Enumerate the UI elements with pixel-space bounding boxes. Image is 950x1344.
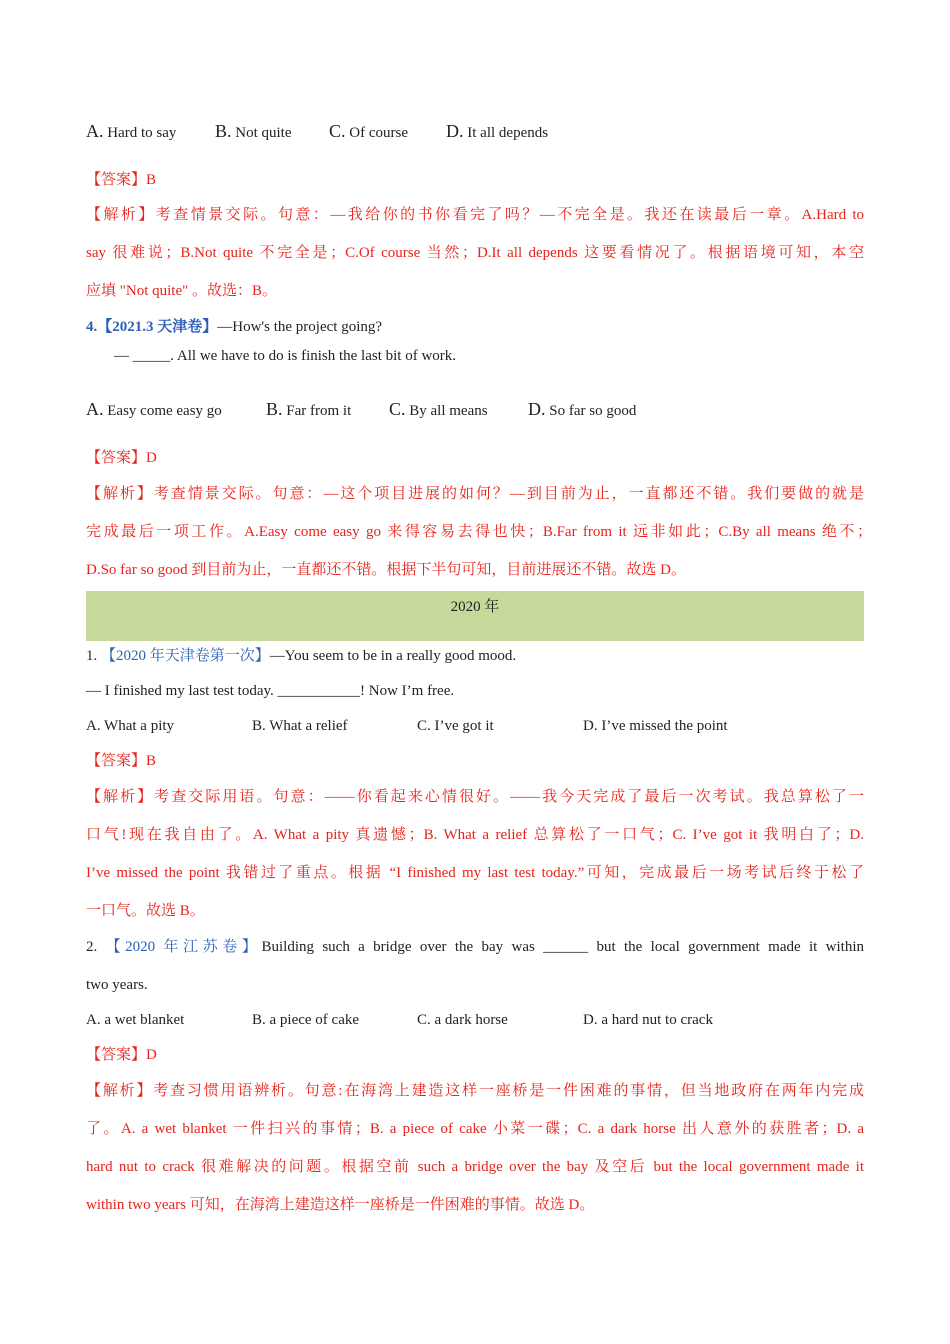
q4-option-d: D. So far so good xyxy=(528,399,637,419)
s1-analysis-line-2: 口气!现在我自由了。A. What a pity 真遗憾；B. What a relief 总算松了一口气；C. I’ve got it 我明白了；D. xyxy=(86,827,864,843)
q3-option-a: A. Hard to say xyxy=(86,121,177,141)
s1-option-c: C. I’ve got it xyxy=(417,718,494,734)
q4-source: 4.【2021.3 天津卷】 xyxy=(86,319,218,335)
s2-answer: 【答案】D xyxy=(86,1047,157,1063)
q4-analysis-line-1: 【解析】考查情景交际。句意：—这个项目进展的如何？—到目前为止，一直都还不错。我们要做的就是 xyxy=(86,486,864,502)
q4-option-b: B. Far from it xyxy=(266,399,352,419)
q4-line-2: — _____. All we have to do is finish the last bit of work. xyxy=(114,348,457,364)
s2-analysis-line-3: hard nut to crack 很难解决的问题。根据空前 such a bridge over the bay 及空后 but the local government made it xyxy=(86,1159,864,1175)
s1-option-d: D. I’ve missed the point xyxy=(583,718,728,734)
q4-option-a: A. Easy come easy go xyxy=(86,399,222,419)
q3-option-d: D. It all depends xyxy=(446,121,549,141)
s2-stem: 2. 【2020 年江苏卷】Building such a bridge over the bay was ______ but the local government made it within xyxy=(86,939,864,955)
s2-line-2: two years. xyxy=(86,977,148,993)
q4-stem: 4.【2021.3 天津卷】—How's the project going? xyxy=(86,319,383,335)
s2-option-d: D. a hard nut to crack xyxy=(583,1012,713,1028)
s2-analysis-line-4: within two years 可知，在海湾上建造这样一座桥是一件困难的事情。故选 D。 xyxy=(86,1197,595,1213)
q3-option-b: B. Not quite xyxy=(215,121,292,141)
s1-analysis-line-1: 【解析】考查交际用语。句意：——你看起来心情很好。——我今天完成了最后一次考试。我总算松了一 xyxy=(86,789,864,805)
s2-option-a: A. a wet blanket xyxy=(86,1012,185,1028)
s1-answer: 【答案】B xyxy=(86,753,157,769)
s1-source: 【2020 年天津卷第一次】 xyxy=(101,648,270,664)
s1-stem: 1. 【2020 年天津卷第一次】—You seem to be in a really good mood. xyxy=(86,648,517,664)
q3-option-c: C. Of course xyxy=(329,121,408,141)
s1-line-2: — I finished my last test today. ___________! Now I’m free. xyxy=(86,683,455,699)
q4-analysis-line-3: D.So far so good 到目前为止，一直都还不错。根据下半句可知，目前进展还不错。故选 D。 xyxy=(86,562,686,578)
q4-answer: 【答案】D xyxy=(86,450,157,466)
s2-analysis-line-1: 【解析】考查习惯用语辨析。句意:在海湾上建造这样一座桥是一件困难的事情，但当地政府在两年内完成 xyxy=(86,1083,864,1099)
q4-analysis-line-2: 完成最后一项工作。A.Easy come easy go 来得容易去得也快；B.Far from it 远非如此；C.By all means 绝不； xyxy=(86,524,872,540)
section-banner xyxy=(86,591,864,641)
s2-option-b: B. a piece of cake xyxy=(252,1012,360,1028)
s2-option-c: C. a dark horse xyxy=(417,1012,508,1028)
s1-option-b: B. What a relief xyxy=(252,718,348,734)
q3-answer: 【答案】B xyxy=(86,172,157,188)
s1-option-a: A. What a pity xyxy=(86,718,175,734)
s2-analysis-line-2: 了。A. a wet blanket 一件扫兴的事情；B. a piece of cake 小菜一碟；C. a dark horse 出人意外的获胜者；D. a xyxy=(86,1121,864,1137)
q4-option-c: C. By all means xyxy=(389,399,488,419)
s1-analysis-line-4: 一口气。故选 B。 xyxy=(86,903,205,919)
s2-source: 【2020 年江苏卷】 xyxy=(105,939,262,955)
q3-analysis-line-2: say 很难说；B.Not quite 不完全是；C.Of course 当然；D.It all depends 这要看情况了。根据语境可知，本空 xyxy=(86,245,864,261)
s1-analysis-line-3: I’ve missed the point 我错过了重点。根据 “I finished my last test today.”可知，完成最后一场考试后终于松了 xyxy=(86,865,864,881)
q3-analysis-line-3: 应填 "Not quite" 。故选：B。 xyxy=(86,283,277,299)
q3-analysis-line-1: 【解析】考查情景交际。句意：—我给你的书你看完了吗？—不完全是。我还在读最后一章。A.Hard to xyxy=(86,207,864,223)
section-title: 2020 年 xyxy=(450,599,500,615)
